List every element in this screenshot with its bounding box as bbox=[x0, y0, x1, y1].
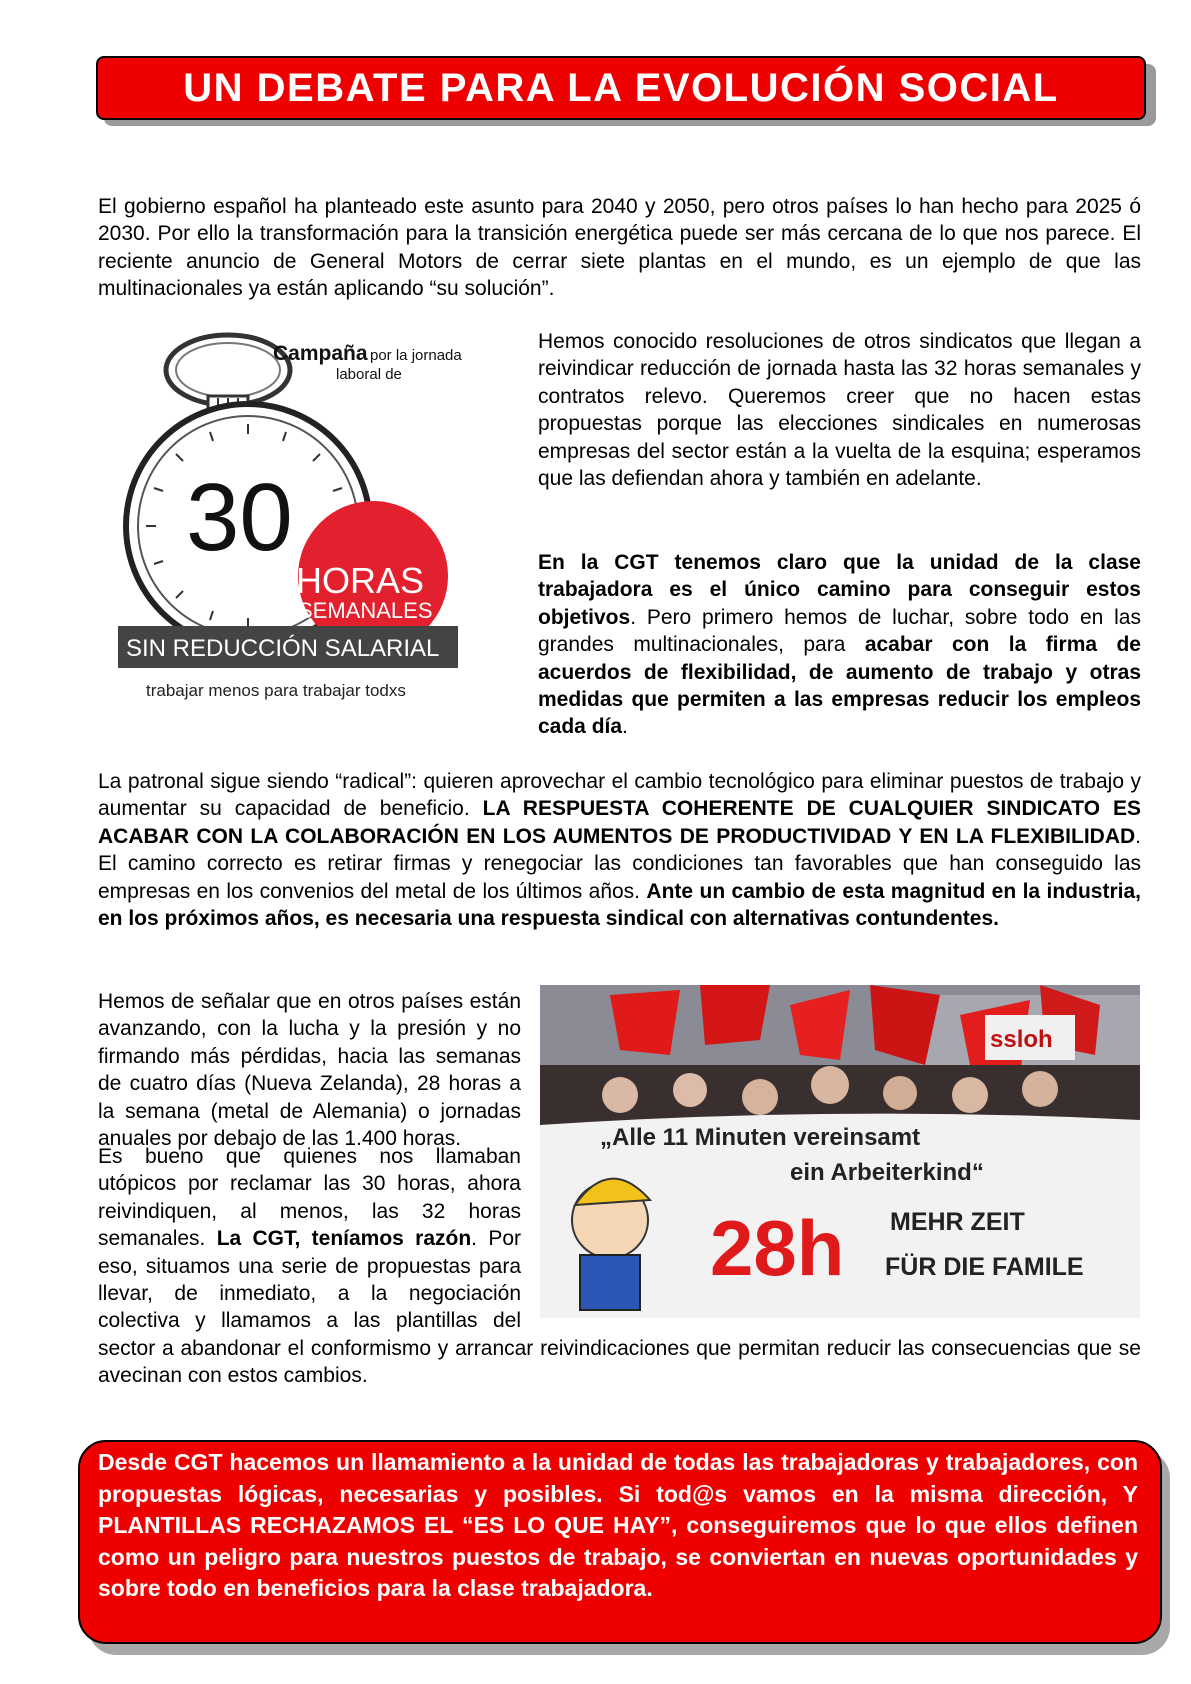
stopwatch-illustration bbox=[118, 328, 488, 723]
other-countries-paragraph: Hemos de señalar que en otros países están avanzando, con la lucha y la presión y no firmando más pérdidas, hacia las semanas de cuatro días (Nueva Zelanda), 28 horas a la semana (metal de Alemania) o jornadas anuales por debajo de las 1.400 horas. bbox=[98, 990, 521, 1151]
utopian-text-1: Es bueno que quienes nos llamaban utópicos por reclamar las 30 horas, ahora reivindiquen, al menos, las 32 horas semanales. bbox=[98, 1145, 521, 1251]
page-title: UN DEBATE PARA LA EVOLUCIÓN SOCIAL bbox=[183, 65, 1059, 110]
photo-wrap-float bbox=[541, 1143, 1141, 1333]
poster-campaign-rest1: por la jornada bbox=[370, 347, 462, 364]
poster-campaign-rest2: laboral de bbox=[336, 366, 402, 383]
patronal-paragraph bbox=[98, 768, 1141, 932]
patronal-bold-2: Ante un cambio de esta magnitud en la industria, en los próximos años, es necesaria una respuesta sindical con alternativas contundentes. bbox=[98, 879, 1142, 931]
callout-text: Desde CGT hacemos un llamamiento a la unidad de todas las trabajadoras y trabajadores, con propuestas lógicas, necesarias y posibles. Si tod@s vamos en la misma dirección, Y PLANTILLAS RECHAZAMOS EL “ES LO QUE HAY”, conseguiremos que lo que ellos definen como un peligro para nuestros puestos de trabajo, se conviertan en nuevas oportunidades y sobre todo en beneficios para la clase trabajadora. bbox=[98, 1449, 1138, 1601]
photo-fur: FÜR DIE FAMILE bbox=[885, 1253, 1084, 1281]
cgt-bold-2: acabar con la firma de acuerdos de flexibilidad, de aumento de trabajo y otras medidas que permiten a las empresas reducir los empleos cada día bbox=[538, 633, 1141, 739]
poster-number: 30 bbox=[186, 464, 293, 571]
poster-tagline: trabajar menos para trabajar todxs bbox=[146, 681, 406, 700]
utopian-bold-1: La CGT, teníamos razón bbox=[216, 1227, 472, 1251]
cgt-bold-1: En la CGT tenemos claro que la unidad de la clase trabajadora es el único camino para conseguir estos objetivos bbox=[538, 551, 1141, 629]
photo-mehr: MEHR ZEIT bbox=[890, 1208, 1025, 1236]
poster-sin-reduccion: SIN REDUCCIÓN SALARIAL bbox=[126, 635, 440, 662]
title-banner bbox=[96, 56, 1146, 120]
photo-big-text: 28h bbox=[710, 1204, 845, 1292]
cgt-text-2: . bbox=[622, 715, 628, 739]
patronal-text-1: La patronal sigue siendo “radical”: quieren aprovechar el cambio tecnológico para eliminar puestos de trabajo y aumentar su capacidad de beneficio. bbox=[98, 770, 1141, 821]
cgt-text-1: . Pero primero hemos de luchar, sobre todo en las grandes multinacionales, para bbox=[538, 605, 1141, 657]
poster-semanales: SEMANALES bbox=[298, 598, 433, 623]
photo-sign-text: ssloh bbox=[990, 1026, 1053, 1053]
campaign-poster bbox=[118, 328, 488, 723]
intro-paragraph: El gobierno español ha planteado este asunto para 2040 y 2050, pero otros países lo han hecho para 2025 ó 2030. Por ello la transformación para la transición energética puede ser más cercana de lo que nos parece. El reciente anuncio de General Motors de cerrar siete plantas en el mundo, es un ejemplo de que las multinacionales ya están aplicando “su solución”. bbox=[98, 195, 1141, 301]
patronal-text-2: . El camino correcto es retirar firmas y renegociar las condiciones tan favorables que han conseguido las empresas en los convenios del metal de los últimos años. bbox=[98, 824, 1141, 903]
patronal-bold-1: LA RESPUESTA COHERENTE DE CUALQUIER SINDICATO ES ACABAR CON LA COLABORACIÓN EN LOS AUMENTOS DE PRODUCTIVIDAD Y EN LA FLEXIBILIDAD bbox=[98, 797, 1141, 848]
cgt-paragraph bbox=[538, 549, 1141, 741]
poster-horas: HORAS bbox=[296, 560, 425, 601]
unions-paragraph: Hemos conocido resoluciones de otros sindicatos que llegan a reivindicar reducción de jornada hasta las 32 horas semanales y contratos relevo. Queremos creer que no hacen estas propuestas porque las elecciones sindicales en numerosas empresas del sector están a la vuelta de la esquina; esperamos que las defiendan ahora y también en adelante. bbox=[538, 330, 1141, 491]
utopian-paragraph bbox=[98, 1143, 1141, 1390]
photo-banner-line2: ein Arbeiterkind“ bbox=[790, 1159, 984, 1186]
photo-banner-line1: „Alle 11 Minuten vereinsamt bbox=[600, 1124, 921, 1151]
poster-campaign-bold: Campaña bbox=[273, 342, 368, 365]
utopian-text-2: . Por eso, situamos una serie de propuestas para llevar, de inmediato, a la negociación colectiva y llamamos a las plantillas del sector a abandonar el conformismo y arrancar reivindicaciones que permitan reducir las consecuencias que se avecinan con estos cambios. bbox=[98, 1227, 1141, 1388]
